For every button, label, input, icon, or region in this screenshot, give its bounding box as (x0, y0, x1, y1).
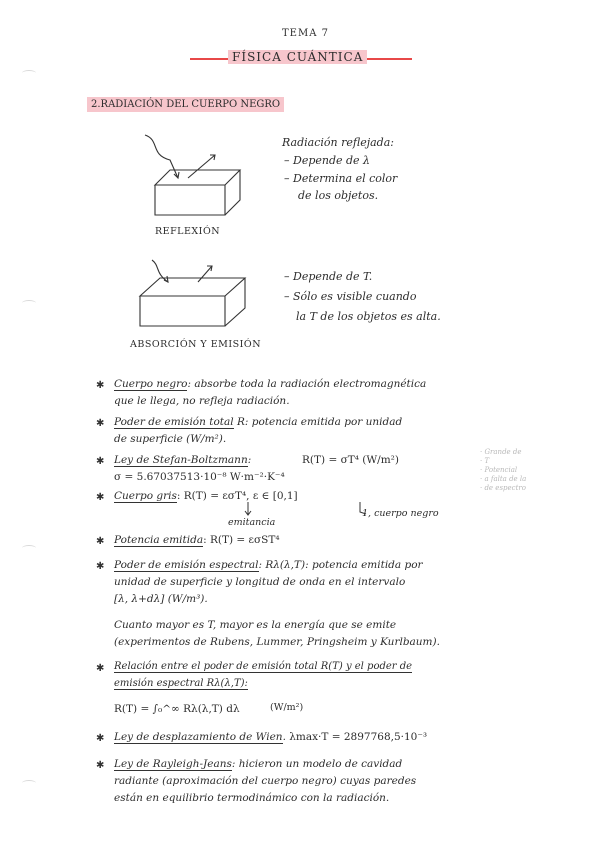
absorption-line-2: – Sólo es visible cuando (284, 290, 417, 303)
reflection-line-2: – Determina el color (284, 172, 398, 185)
rayleigh-line-2: radiante (aproximación del cuerpo negro) cuyas paredes (114, 775, 417, 787)
stefan-term: Ley de Stefan-Boltzmann: (114, 454, 252, 466)
stefan-term-text: Ley de Stefan-Boltzmann (114, 454, 248, 466)
reflected-radiation-title: Radiación reflejada: (282, 136, 394, 149)
page-title: FÍSICA CUÁNTICA (228, 50, 367, 64)
cuanto-line-1: Cuanto mayor es T, mayor es la energía que se emite (114, 619, 397, 631)
side-note-5: · de espectro (480, 484, 526, 492)
bullet-icon: ✱ (96, 456, 105, 467)
relacion-line-1 (114, 661, 412, 672)
cuerpo-gris-term: Cuerpo gris (114, 490, 177, 502)
bullet-icon: ✱ (96, 492, 105, 503)
potencia-line (114, 534, 280, 546)
bullet-icon: ✱ (96, 561, 105, 572)
poder-emision-def: R: potencia emitida por unidad (233, 416, 403, 428)
binder-hole (22, 545, 36, 551)
poder-emision-line-1 (114, 416, 402, 428)
binder-hole (22, 300, 36, 306)
binder-hole (22, 70, 36, 76)
binder-hole (22, 780, 36, 786)
emitancia-label: emitancia (228, 517, 276, 528)
bullet-icon: ✱ (96, 733, 105, 744)
cuerpo-negro-line-2: que le llega, no refleja radiación. (114, 395, 290, 407)
poder-emision-line-2: de superficie (W/m²). (114, 433, 227, 445)
absorption-caption: ABSORCIÓN Y EMISIÓN (130, 339, 262, 350)
side-note-3: · Potencial (480, 466, 518, 474)
bullet-icon: ✱ (96, 663, 105, 674)
espectral-line-3: [λ, λ+dλ] (W/m³). (114, 593, 208, 605)
cuerpo-negro-line-1 (114, 378, 426, 390)
side-note-4: · a falta de la (480, 475, 527, 483)
wien-formula: . λmax·T = 2897768,5·10⁻³ (282, 731, 428, 743)
rayleigh-line-1 (114, 758, 402, 770)
espectral-term: Poder de emisión espectral (114, 559, 259, 571)
absorption-box-diagram (130, 258, 255, 333)
reflection-line-3: de los objetos. (298, 189, 379, 202)
stefan-formula: R(T) = σT⁴ (W/m²) (302, 454, 399, 466)
potencia-term: Potencia emitida (114, 534, 204, 546)
potencia-formula: : R(T) = εσST⁴ (203, 534, 280, 546)
side-note-1: · Grande de (480, 448, 522, 456)
cuerpo-negro-term: Cuerpo negro (114, 378, 188, 390)
cuerpo-negro-arrow-label: 1, cuerpo negro (362, 508, 439, 519)
bullet-icon: ✱ (96, 536, 105, 547)
wien-line (114, 731, 427, 743)
side-note-2: · T (480, 457, 490, 465)
reflection-caption: REFLEXIÓN (155, 226, 221, 237)
poder-emision-term: Poder de emisión total (114, 416, 234, 428)
relacion-text-1: Relación entre el poder de emisión total R(T) y el poder de (114, 661, 413, 672)
relacion-formula: R(T) = ∫₀^∞ Rλ(λ,T) dλ (114, 703, 240, 715)
cuerpo-negro-def: : absorbe toda la radiación electromagnética (187, 378, 427, 390)
cuerpo-gris-formula: : R(T) = εσT⁴, ε ∈ [0,1] (176, 490, 298, 502)
wien-term: Ley de desplazamiento de Wien (114, 731, 283, 743)
espectral-line-1 (114, 559, 423, 571)
relacion-units: (W/m²) (270, 702, 304, 713)
bullet-icon: ✱ (96, 760, 105, 771)
relacion-line-2 (114, 678, 248, 689)
bullet-icon: ✱ (96, 380, 105, 391)
relacion-text-2: emisión espectral Rλ(λ,T): (114, 678, 248, 689)
absorption-line-3: la T de los objetos es alta. (296, 310, 441, 323)
espectral-line-2: unidad de superficie y longitud de onda en el intervalo (114, 576, 406, 588)
rayleigh-def: : hicieron un modelo de cavidad (231, 758, 403, 770)
stefan-sigma: σ = 5.67037513·10⁻⁸ W·m⁻²·K⁻⁴ (114, 471, 285, 483)
rayleigh-term: Ley de Rayleigh-Jeans (114, 758, 232, 770)
bullet-icon: ✱ (96, 418, 105, 429)
reflection-box-diagram (140, 130, 250, 220)
section-heading: 2.RADIACIÓN DEL CUERPO NEGRO (87, 97, 284, 112)
rayleigh-line-3: están en equilibrio termodinámico con la radiación. (114, 792, 390, 804)
absorption-line-1: – Depende de T. (284, 270, 373, 283)
espectral-def: : Rλ(λ,T): potencia emitida por (258, 559, 423, 571)
reflection-line-1: – Depende de λ (284, 154, 371, 167)
tema-label: TEMA 7 (282, 28, 329, 39)
cuanto-line-2: (experimentos de Rubens, Lummer, Pringsheim y Kurlbaum). (114, 636, 440, 648)
